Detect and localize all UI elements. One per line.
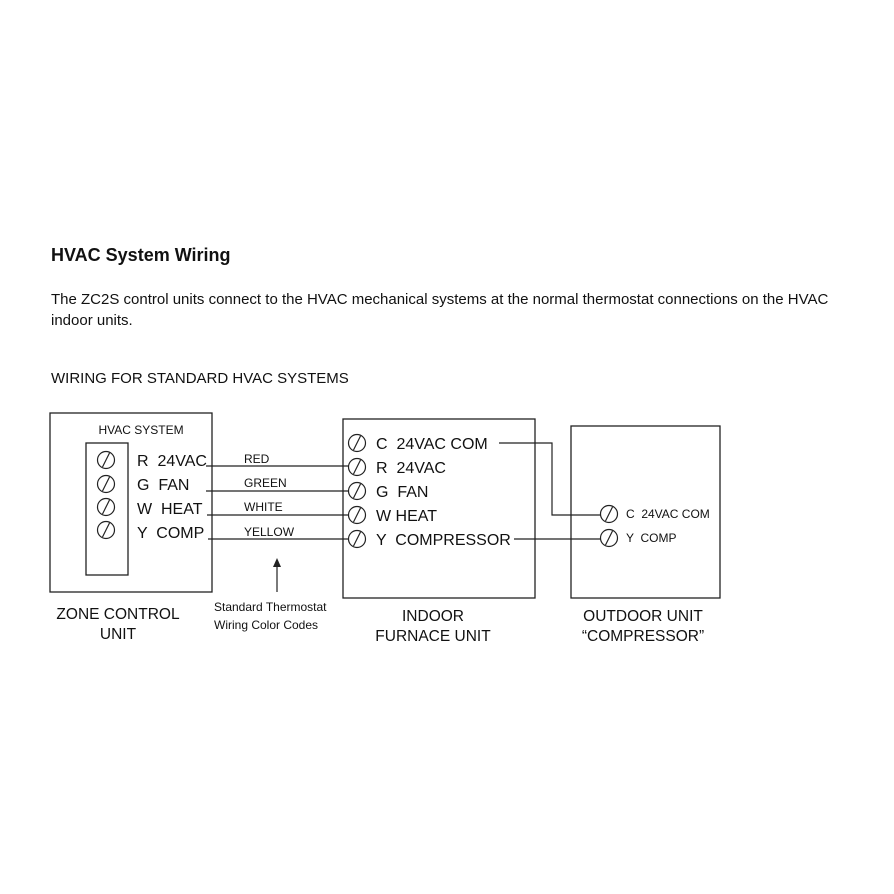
terminal-label: W HEAT	[376, 508, 438, 525]
indoor-furnace-unit	[343, 419, 535, 645]
wire-color-label: RED	[244, 452, 270, 466]
description-paragraph: The ZC2S control units connect to the HVAC mechanical systems at the normal thermostat connections on the HVAC indoor units.	[51, 291, 829, 329]
screw-terminal-icon	[98, 499, 115, 516]
terminal-label: Y COMP	[137, 525, 205, 542]
terminal-label: G FAN	[137, 477, 190, 494]
screw-terminal-icon	[349, 531, 366, 548]
wire-note: Standard Thermostat	[214, 600, 327, 614]
wire-color-label: GREEN	[244, 476, 287, 490]
screw-terminal-icon	[349, 435, 366, 452]
terminal-label: Y COMP	[626, 531, 677, 545]
outdoor-unit-caption: OUTDOOR UNIT	[583, 608, 703, 625]
wire-color-label: WHITE	[244, 500, 283, 514]
terminal-label: C 24VAC COM	[376, 436, 488, 453]
zone-unit-caption: UNIT	[99, 626, 137, 643]
zone-unit-header: HVAC SYSTEM	[98, 423, 184, 437]
furnace-unit-caption: FURNACE UNIT	[375, 628, 491, 645]
arrow-head-icon	[273, 558, 281, 567]
wire-note: Wiring Color Codes	[214, 618, 319, 632]
wire-common	[499, 443, 601, 515]
screw-terminal-icon	[601, 530, 618, 547]
furnace-unit-caption: INDOOR	[402, 608, 464, 625]
terminal-label: Y COMPRESSOR	[376, 532, 511, 549]
outdoor-unit	[571, 426, 720, 645]
zone-unit-caption: ZONE CONTROL	[56, 606, 180, 623]
terminal-label: C 24VAC COM	[626, 507, 710, 521]
outdoor-unit-caption: “COMPRESSOR”	[581, 628, 705, 645]
screw-terminal-icon	[349, 507, 366, 524]
screw-terminal-icon	[98, 476, 115, 493]
terminal-label: W HEAT	[137, 501, 203, 518]
screw-terminal-icon	[98, 522, 115, 539]
thermostat-wires	[206, 452, 350, 632]
screw-terminal-icon	[601, 506, 618, 523]
terminal-label: R 24VAC	[376, 460, 446, 477]
terminal-label: G FAN	[376, 484, 429, 501]
diagram-title: WIRING FOR STANDARD HVAC SYSTEMS	[51, 370, 349, 387]
wire-color-label: YELLOW	[244, 525, 295, 539]
screw-terminal-icon	[98, 452, 115, 469]
zone-control-unit	[50, 413, 212, 643]
terminal-label: R 24VAC	[137, 453, 207, 470]
section-heading: HVAC System Wiring	[51, 245, 231, 265]
screw-terminal-icon	[349, 483, 366, 500]
screw-terminal-icon	[349, 459, 366, 476]
